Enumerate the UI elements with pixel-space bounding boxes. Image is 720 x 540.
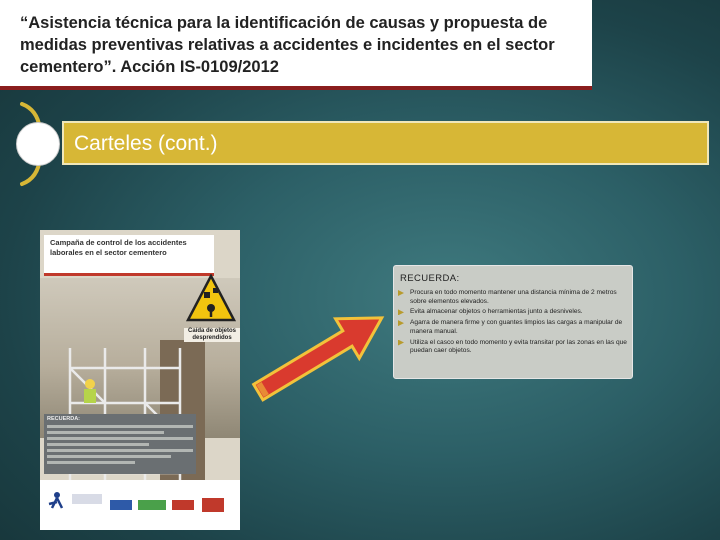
arrow-bullet-icon	[398, 290, 404, 296]
arrow-bullet-icon	[398, 320, 404, 326]
poster-recuerda-label: RECUERDA:	[47, 416, 80, 422]
arrow-bullet-icon	[398, 309, 404, 315]
list-item-text: Utiliza el casco en todo momento y evita transitar por las zonas en las que puedan caer objetos.	[410, 338, 627, 355]
section-marker-circle	[16, 122, 60, 166]
poster-header	[44, 235, 214, 276]
page-title: “Asistencia técnica para la identificación de causas y propuesta de medidas preventivas relativas a accidentes e incidentes en el sector cementero”. Acción IS-0109/2012	[20, 14, 555, 76]
logo-fecoma	[172, 500, 194, 510]
list-item	[398, 339, 630, 356]
hazard-logo-icon	[46, 490, 68, 518]
callout-title: RECUERDA:	[400, 273, 460, 284]
list-item-text: Agarra de manera firme y con guantes limpios las cargas a manipular de manera manual.	[410, 319, 623, 335]
callout-list	[398, 289, 630, 358]
poster-recuerda-box	[44, 414, 196, 474]
list-item	[398, 289, 630, 306]
title-bar	[0, 0, 592, 90]
list-item	[398, 308, 630, 317]
falling-objects-label: Caída de objetos desprendidos	[184, 328, 240, 342]
section-banner	[62, 121, 709, 165]
list-item-text: Procura en todo momento mantener una distancia mínima de 2 metros sobre elementos elevados.	[410, 289, 617, 305]
logo-ugt	[202, 498, 224, 512]
section-title: Carteles (cont.)	[74, 132, 218, 155]
recuerda-callout	[393, 265, 633, 379]
logo-cema	[110, 500, 132, 510]
arrow-bullet-icon	[398, 340, 404, 346]
poster-header-text: Campaña de control de los accidentes laborales en el sector cementero	[50, 238, 187, 257]
falling-objects-warning-icon	[186, 274, 236, 326]
logo-femca	[72, 494, 102, 504]
pointer-arrow-icon	[240, 300, 400, 410]
list-item-text: Evita almacenar objetos o herramientas junto a desniveles.	[410, 308, 583, 316]
logo-oficemen	[138, 500, 166, 510]
list-item	[398, 319, 630, 336]
poster-logos	[40, 480, 240, 530]
campaign-poster-image	[40, 230, 240, 530]
